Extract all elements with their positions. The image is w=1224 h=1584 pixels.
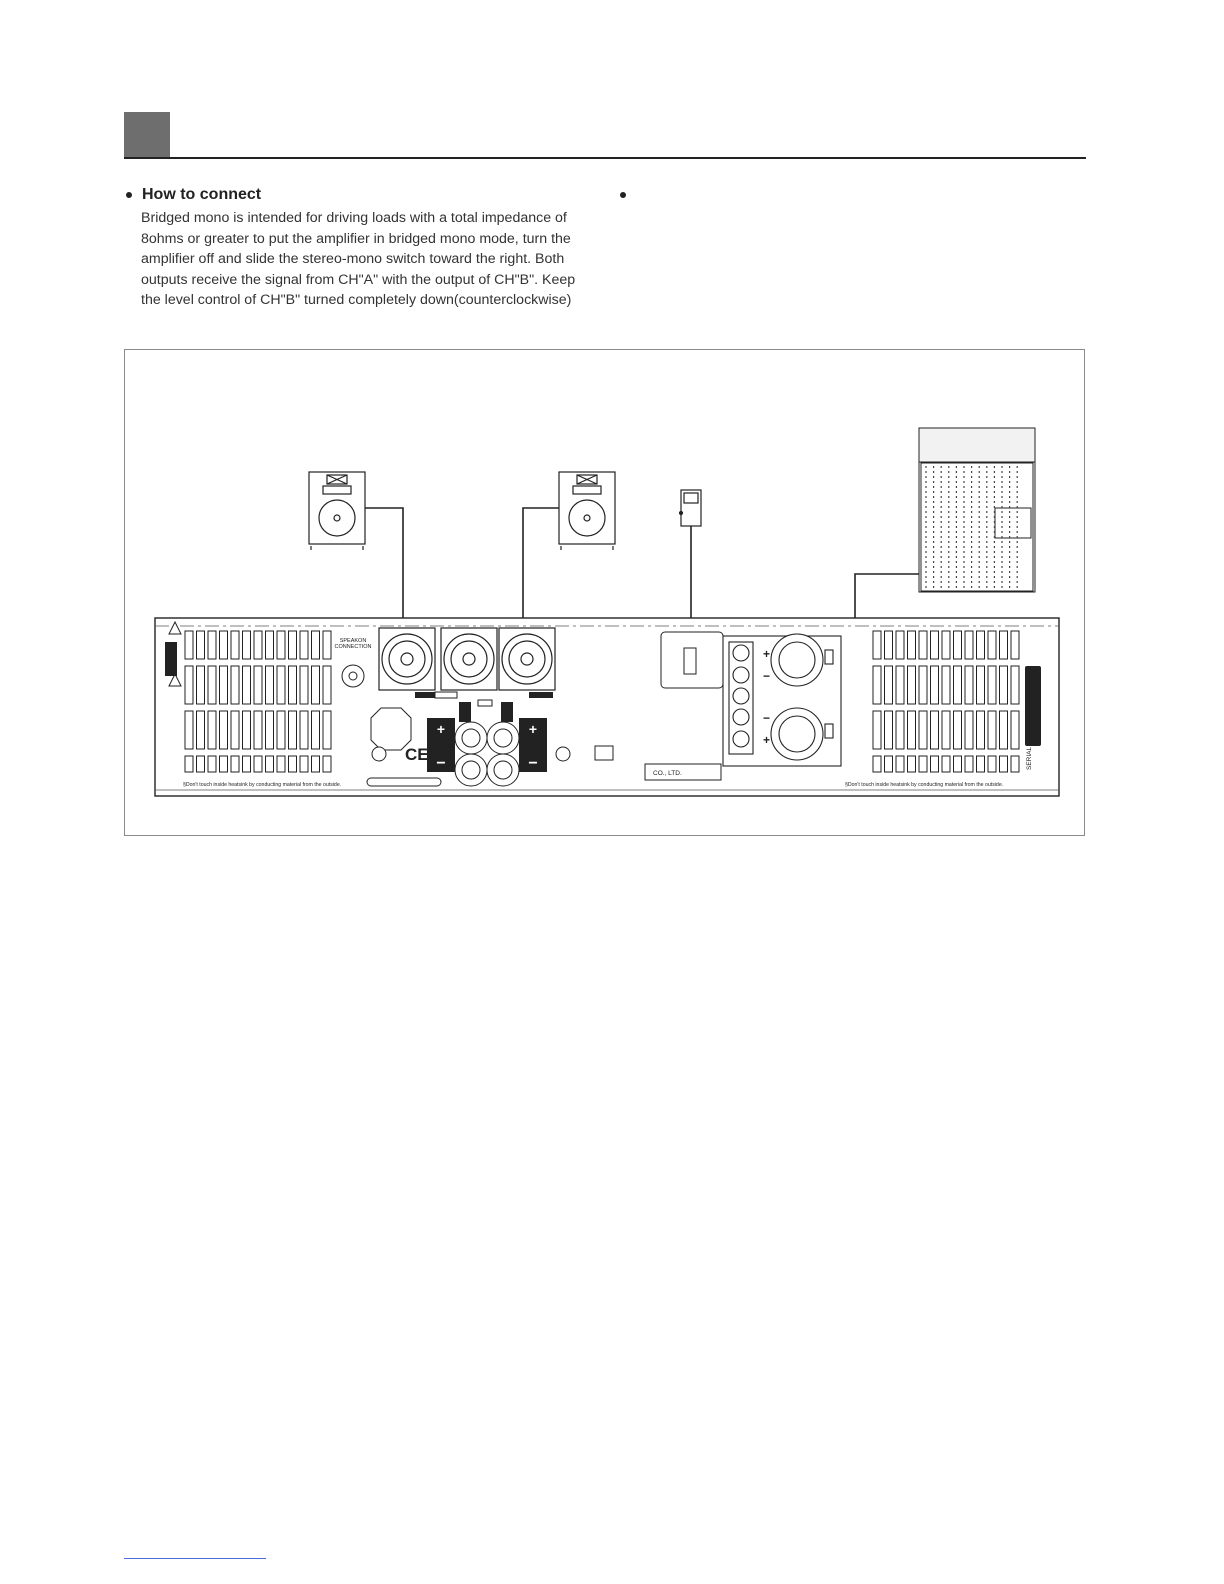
vent-slot bbox=[231, 631, 239, 659]
vent-slot bbox=[254, 631, 262, 659]
vent-slot bbox=[220, 666, 228, 704]
serial-label: SERIAL NO. bbox=[1026, 733, 1033, 770]
svg-text:+: + bbox=[436, 721, 446, 737]
vent-slot bbox=[954, 756, 962, 772]
vent-slot bbox=[300, 666, 308, 704]
vent-slot bbox=[220, 631, 228, 659]
vent-slot bbox=[908, 711, 916, 749]
vent-slot bbox=[942, 756, 950, 772]
vent-slot bbox=[919, 756, 927, 772]
vent-slot bbox=[243, 756, 251, 772]
heatsink-warning-right: §Don't touch inside heatsink by conducting material from the outside. bbox=[845, 782, 1004, 788]
vent-slot bbox=[965, 631, 973, 659]
vent-slot bbox=[312, 666, 320, 704]
vent-slot bbox=[220, 711, 228, 749]
caution-label bbox=[165, 642, 177, 676]
vent-slot bbox=[954, 631, 962, 659]
vent-slot bbox=[243, 711, 251, 749]
svg-text:+: + bbox=[763, 733, 771, 747]
vent-slot bbox=[312, 631, 320, 659]
speakon-connectors bbox=[379, 628, 555, 690]
vent-slot bbox=[1011, 666, 1019, 704]
manufacturer-label: CO., LTD. bbox=[653, 770, 682, 777]
vent-slot bbox=[1011, 631, 1019, 659]
vent-slot bbox=[300, 756, 308, 772]
vent-slot bbox=[1000, 756, 1008, 772]
svg-text:+: + bbox=[528, 721, 538, 737]
vent-slot bbox=[873, 631, 881, 659]
bullet-icon bbox=[620, 192, 626, 198]
vent-slot bbox=[300, 711, 308, 749]
svg-text:−: − bbox=[436, 755, 446, 772]
vent-slot bbox=[896, 711, 904, 749]
vent-slot bbox=[931, 756, 939, 772]
vent-slot bbox=[231, 756, 239, 772]
vent-slot bbox=[277, 666, 285, 704]
power-inlet-icon bbox=[371, 708, 411, 750]
vent-slot bbox=[1000, 711, 1008, 749]
vent-slot bbox=[954, 666, 962, 704]
stereo-mono-switch-icon bbox=[680, 490, 702, 526]
vent-slot bbox=[197, 711, 205, 749]
screw-icon bbox=[556, 747, 570, 761]
vent-slot bbox=[197, 631, 205, 659]
vent-slot bbox=[300, 631, 308, 659]
vent-slot bbox=[885, 711, 893, 749]
vent-slot bbox=[896, 756, 904, 772]
vent-slot bbox=[1011, 711, 1019, 749]
vent-slot bbox=[942, 631, 950, 659]
speakon-label: SPEAKON bbox=[339, 638, 367, 644]
vent-slot bbox=[277, 711, 285, 749]
vent-slot bbox=[988, 711, 996, 749]
vent-slot bbox=[896, 631, 904, 659]
speakon-diagram-icon bbox=[342, 665, 364, 687]
vent-slot bbox=[220, 756, 228, 772]
vent-slot bbox=[243, 666, 251, 704]
vent-slot bbox=[965, 756, 973, 772]
dip-switch-icon bbox=[595, 746, 613, 760]
vent-slot bbox=[208, 711, 216, 749]
vent-slot bbox=[185, 711, 193, 749]
vent-slot bbox=[243, 631, 251, 659]
vent-slot bbox=[289, 711, 297, 749]
svg-text:−: − bbox=[763, 669, 771, 683]
bullet-icon bbox=[126, 192, 132, 198]
vent-slot bbox=[323, 711, 331, 749]
vent-slot bbox=[954, 711, 962, 749]
vent-slot bbox=[185, 666, 193, 704]
section-marker-square bbox=[124, 112, 170, 158]
vent-slot bbox=[254, 666, 262, 704]
footer-rule bbox=[124, 1558, 266, 1559]
vent-slot bbox=[1011, 756, 1019, 772]
label-slot bbox=[367, 778, 441, 786]
vent-slot bbox=[919, 711, 927, 749]
vent-slot bbox=[197, 666, 205, 704]
vent-slot bbox=[1000, 666, 1008, 704]
vent-slot bbox=[919, 666, 927, 704]
vent-slot bbox=[919, 631, 927, 659]
heatsink-warning-left: §Don't touch inside heatsink by conducting material from the outside. bbox=[183, 782, 342, 788]
vent-slot bbox=[254, 711, 262, 749]
vent-slot bbox=[208, 666, 216, 704]
vent-slot bbox=[277, 756, 285, 772]
vent-slot bbox=[931, 666, 939, 704]
vent-slot bbox=[231, 711, 239, 749]
vent-slot bbox=[977, 631, 985, 659]
vent-slot bbox=[873, 666, 881, 704]
vent-slot bbox=[896, 666, 904, 704]
selector-slide bbox=[684, 648, 696, 674]
vent-slot bbox=[323, 631, 331, 659]
vent-slot bbox=[931, 711, 939, 749]
vent-slot bbox=[885, 756, 893, 772]
vent-slot bbox=[977, 756, 985, 772]
vent-slot bbox=[965, 711, 973, 749]
vent-slot bbox=[208, 631, 216, 659]
connection-diagram-svg bbox=[125, 350, 1083, 834]
vent-slot bbox=[289, 631, 297, 659]
vent-slot bbox=[231, 666, 239, 704]
svg-text:−: − bbox=[763, 711, 771, 725]
section-header-rule bbox=[124, 157, 1086, 159]
vent-slot bbox=[988, 666, 996, 704]
vent-slot bbox=[266, 631, 274, 659]
vent-slot bbox=[977, 711, 985, 749]
vent-slot bbox=[197, 756, 205, 772]
vent-slot bbox=[277, 631, 285, 659]
bridged-mono-connection-diagram bbox=[124, 349, 1085, 836]
svg-text:CONNECTION: CONNECTION bbox=[334, 644, 372, 650]
vent-slot bbox=[1000, 631, 1008, 659]
svg-text:−: − bbox=[528, 755, 538, 772]
ce-mark: CE bbox=[405, 745, 429, 764]
vent-slot bbox=[266, 756, 274, 772]
heading-text: How to connect bbox=[142, 186, 262, 203]
how-to-connect-block bbox=[124, 186, 594, 311]
vent-slot bbox=[931, 631, 939, 659]
vent-slot bbox=[254, 756, 262, 772]
vent-slot bbox=[965, 666, 973, 704]
vent-slot bbox=[312, 711, 320, 749]
vent-slot bbox=[908, 666, 916, 704]
vent-slot bbox=[885, 666, 893, 704]
vent-slot bbox=[185, 631, 193, 659]
vent-slot bbox=[289, 666, 297, 704]
speaker-right-icon bbox=[559, 472, 615, 550]
vent-slot bbox=[873, 711, 881, 749]
vent-slot bbox=[885, 631, 893, 659]
vent-slot bbox=[323, 666, 331, 704]
vent-slot bbox=[977, 666, 985, 704]
vent-slot bbox=[942, 711, 950, 749]
vent-slot bbox=[908, 756, 916, 772]
vent-slot bbox=[266, 711, 274, 749]
vent-slot bbox=[908, 631, 916, 659]
vent-slot bbox=[988, 631, 996, 659]
how-to-connect-paragraph: Bridged mono is intended for driving loads with a total impedance of 8ohms or greater to put the amplifier in bridged mono mode, turn the amplifier off and slide the stereo-mono switch toward the right. Both outputs receive the signal from CH"A" with the output of CH"B". Keep the level control of CH"B" turned completely down(counterclockwise) bbox=[141, 210, 576, 309]
vent-slot bbox=[942, 666, 950, 704]
how-to-connect-heading bbox=[124, 186, 594, 204]
vent-slot bbox=[289, 756, 297, 772]
svg-text:+: + bbox=[763, 647, 771, 661]
vent-slot bbox=[988, 756, 996, 772]
vent-slot bbox=[208, 756, 216, 772]
vent-slot bbox=[185, 756, 193, 772]
vent-slot bbox=[873, 756, 881, 772]
speaker-left-icon bbox=[309, 472, 365, 550]
screw-icon bbox=[372, 747, 386, 761]
vent-slot bbox=[323, 756, 331, 772]
vent-slot bbox=[312, 756, 320, 772]
vent-slot bbox=[266, 666, 274, 704]
